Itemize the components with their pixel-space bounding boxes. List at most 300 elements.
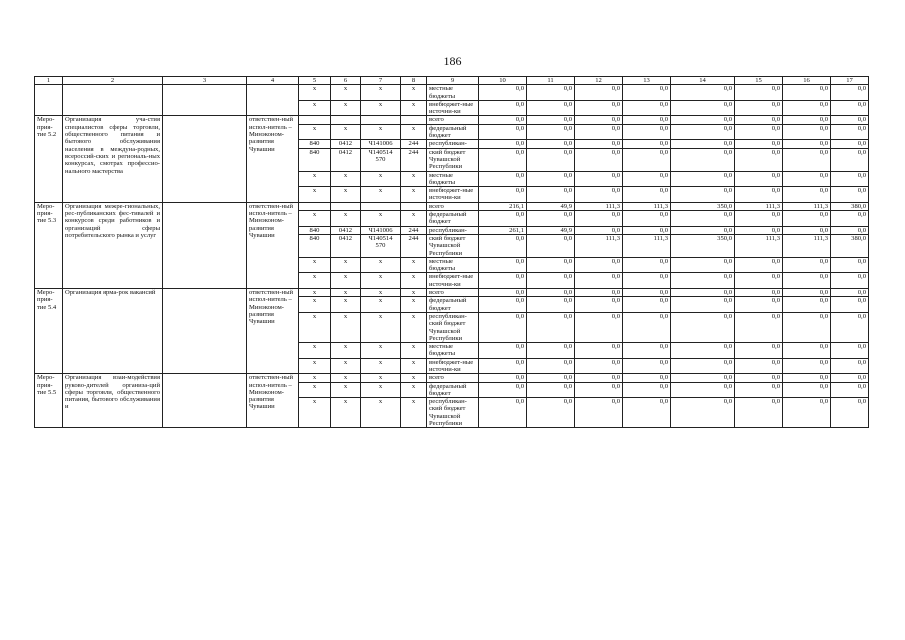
funding-value: 0,0 <box>527 85 575 101</box>
budget-code: 0412 <box>331 226 361 234</box>
budget-code: x <box>361 124 401 140</box>
funding-source: всего <box>427 374 479 382</box>
funding-value: 0,0 <box>783 289 831 297</box>
funding-value: 0,0 <box>479 398 527 428</box>
funding-source: внебюджет-ные источни-ки <box>427 358 479 374</box>
column-number: 16 <box>783 77 831 85</box>
budget-code: 840 <box>299 148 331 171</box>
funding-value: 0,0 <box>479 100 527 116</box>
budget-code: x <box>361 85 401 101</box>
funding-value: 0,0 <box>575 100 623 116</box>
funding-value: 0,0 <box>479 140 527 148</box>
funding-value: 0,0 <box>527 297 575 313</box>
measure-title: Организация взаи-модействия руково-дителей организа-ций сферы торговли, общественного питания, бытового обслуживания и <box>63 374 163 428</box>
funding-value: 111,3 <box>735 234 783 257</box>
budget-code: x <box>361 273 401 289</box>
funding-value: 0,0 <box>527 211 575 227</box>
funding-value: 0,0 <box>623 85 671 101</box>
funding-value: 0,0 <box>671 297 735 313</box>
empty-cell <box>163 202 247 288</box>
budget-code: x <box>331 273 361 289</box>
funding-value: 0,0 <box>831 116 869 124</box>
budget-code: x <box>299 171 331 187</box>
budget-code: x <box>331 85 361 101</box>
budget-code: x <box>299 257 331 273</box>
measure-number <box>35 85 63 116</box>
funding-value: 0,0 <box>735 148 783 171</box>
budget-code: x <box>299 187 331 203</box>
funding-value: 0,0 <box>735 116 783 124</box>
funding-value: 0,0 <box>671 358 735 374</box>
funding-value: 0,0 <box>527 124 575 140</box>
funding-value: 216,1 <box>479 202 527 210</box>
funding-value: 0,0 <box>831 273 869 289</box>
funding-value: 0,0 <box>623 297 671 313</box>
funding-value: 0,0 <box>623 343 671 359</box>
funding-value: 380,0 <box>831 234 869 257</box>
budget-code: x <box>299 100 331 116</box>
measure-title: Организация уча-стия специалистов сферы торговли, общественного питания и бытового обслуживания населения в междуна-родных, всероссий-ских и региональ-ных конкурсах, смотрах профессио-нального мастерства <box>63 116 163 202</box>
funding-value: 0,0 <box>783 148 831 171</box>
funding-value: 0,0 <box>623 148 671 171</box>
responsible-executor: ответствен-ный испол-нитель – Минэконом-развития Чувашии <box>247 202 299 288</box>
funding-value: 0,0 <box>671 257 735 273</box>
budget-code: x <box>331 398 361 428</box>
funding-value: 350,0 <box>671 234 735 257</box>
budget-code: x <box>361 187 401 203</box>
budget-code: x <box>331 289 361 297</box>
budget-table <box>34 76 869 428</box>
funding-value: 0,0 <box>623 312 671 342</box>
funding-source: местные бюджеты <box>427 85 479 101</box>
funding-value: 0,0 <box>623 374 671 382</box>
funding-source: внебюджет-ные источни-ки <box>427 187 479 203</box>
funding-source: республикан-ский бюджет Чувашской Республики <box>427 312 479 342</box>
column-number: 7 <box>361 77 401 85</box>
funding-value: 0,0 <box>671 171 735 187</box>
budget-code: 840 <box>299 226 331 234</box>
budget-code: x <box>299 124 331 140</box>
funding-value: 0,0 <box>783 257 831 273</box>
funding-value: 0,0 <box>671 85 735 101</box>
funding-value: 0,0 <box>623 211 671 227</box>
funding-value: 0,0 <box>831 257 869 273</box>
budget-code: Ч141006 <box>361 140 401 148</box>
funding-value: 0,0 <box>575 187 623 203</box>
empty-cell <box>163 85 247 116</box>
funding-value: 0,0 <box>527 257 575 273</box>
funding-value: 0,0 <box>623 358 671 374</box>
empty-cell <box>163 374 247 428</box>
funding-value: 0,0 <box>527 289 575 297</box>
funding-value: 0,0 <box>671 398 735 428</box>
funding-value: 0,0 <box>735 226 783 234</box>
funding-value: 0,0 <box>671 382 735 398</box>
budget-code <box>299 202 331 210</box>
funding-value: 0,0 <box>735 124 783 140</box>
budget-code: x <box>361 211 401 227</box>
budget-code: x <box>331 358 361 374</box>
funding-value: 0,0 <box>527 187 575 203</box>
column-number: 12 <box>575 77 623 85</box>
funding-value: 0,0 <box>671 289 735 297</box>
funding-value: 0,0 <box>831 148 869 171</box>
column-number: 6 <box>331 77 361 85</box>
funding-value: 0,0 <box>671 116 735 124</box>
budget-code: Ч140514 570 <box>361 234 401 257</box>
budget-code: x <box>401 171 427 187</box>
funding-value: 0,0 <box>479 124 527 140</box>
funding-value: 0,0 <box>831 140 869 148</box>
budget-code: 840 <box>299 140 331 148</box>
funding-value: 0,0 <box>671 226 735 234</box>
funding-value: 0,0 <box>671 273 735 289</box>
budget-code: x <box>331 382 361 398</box>
funding-value: 0,0 <box>575 257 623 273</box>
budget-code: x <box>331 100 361 116</box>
funding-value: 0,0 <box>527 100 575 116</box>
funding-value: 0,0 <box>623 289 671 297</box>
funding-source: республикан- <box>427 140 479 148</box>
table-row <box>35 116 869 124</box>
funding-value: 0,0 <box>479 382 527 398</box>
funding-value: 0,0 <box>783 312 831 342</box>
funding-value: 0,0 <box>575 398 623 428</box>
column-number: 10 <box>479 77 527 85</box>
funding-value: 0,0 <box>623 171 671 187</box>
funding-value: 0,0 <box>575 171 623 187</box>
funding-value: 0,0 <box>783 140 831 148</box>
column-number: 11 <box>527 77 575 85</box>
measure-title: Организация ярма-рок вакансий <box>63 289 163 374</box>
funding-value: 0,0 <box>735 100 783 116</box>
funding-value: 0,0 <box>783 358 831 374</box>
funding-value: 0,0 <box>527 148 575 171</box>
responsible-executor: ответствен-ный испол-нитель – Минэконом-развития Чувашии <box>247 289 299 374</box>
funding-value: 0,0 <box>479 116 527 124</box>
funding-source: всего <box>427 116 479 124</box>
budget-code: x <box>299 398 331 428</box>
funding-value: 0,0 <box>831 289 869 297</box>
funding-value: 0,0 <box>735 374 783 382</box>
funding-value: 0,0 <box>831 124 869 140</box>
responsible-executor: ответствен-ный испол-нитель – Минэконом-развития Чувашии <box>247 374 299 428</box>
funding-value: 0,0 <box>623 398 671 428</box>
budget-code <box>331 202 361 210</box>
measure-title <box>63 85 163 116</box>
header-row <box>35 77 869 85</box>
funding-value: 0,0 <box>527 273 575 289</box>
funding-source: всего <box>427 289 479 297</box>
funding-value: 0,0 <box>735 297 783 313</box>
funding-value: 0,0 <box>831 382 869 398</box>
column-number: 15 <box>735 77 783 85</box>
funding-source: республикан-ский бюджет Чувашской Республики <box>427 398 479 428</box>
funding-source: внебюджет-ные источни-ки <box>427 100 479 116</box>
funding-value: 0,0 <box>479 358 527 374</box>
funding-value: 350,0 <box>671 202 735 210</box>
budget-code: x <box>361 289 401 297</box>
page-number: 186 <box>443 54 462 68</box>
funding-value: 0,0 <box>575 148 623 171</box>
funding-value: 0,0 <box>831 343 869 359</box>
budget-code: x <box>401 85 427 101</box>
funding-value: 0,0 <box>671 187 735 203</box>
funding-value: 0,0 <box>527 171 575 187</box>
funding-value: 111,3 <box>735 202 783 210</box>
budget-code: x <box>331 171 361 187</box>
budget-code: x <box>299 312 331 342</box>
funding-value: 0,0 <box>479 85 527 101</box>
funding-value: 0,0 <box>527 382 575 398</box>
budget-code: x <box>299 374 331 382</box>
funding-value: 0,0 <box>575 124 623 140</box>
funding-source: республикан- <box>427 226 479 234</box>
funding-value: 0,0 <box>783 398 831 428</box>
funding-value: 0,0 <box>575 116 623 124</box>
budget-code: x <box>299 289 331 297</box>
budget-code: x <box>361 374 401 382</box>
funding-value: 0,0 <box>527 374 575 382</box>
budget-code: x <box>401 187 427 203</box>
measure-number: Меро-прия-тие 5.4 <box>35 289 63 374</box>
funding-value: 261,1 <box>479 226 527 234</box>
funding-value: 0,0 <box>671 312 735 342</box>
funding-value: 0,0 <box>735 140 783 148</box>
funding-value: 0,0 <box>575 374 623 382</box>
funding-value: 0,0 <box>671 211 735 227</box>
funding-source: федеральный бюджет <box>427 211 479 227</box>
funding-value: 0,0 <box>735 187 783 203</box>
funding-value: 0,0 <box>623 273 671 289</box>
budget-code: 0412 <box>331 148 361 171</box>
funding-value: 0,0 <box>735 312 783 342</box>
funding-value: 0,0 <box>783 116 831 124</box>
funding-value: 111,3 <box>623 234 671 257</box>
funding-value: 0,0 <box>479 343 527 359</box>
funding-value: 0,0 <box>623 226 671 234</box>
empty-cell <box>163 116 247 202</box>
budget-code: 840 <box>299 234 331 257</box>
column-number: 9 <box>427 77 479 85</box>
funding-value: 0,0 <box>623 382 671 398</box>
funding-value: 0,0 <box>479 273 527 289</box>
budget-code: 244 <box>401 148 427 171</box>
funding-value: 0,0 <box>735 382 783 398</box>
budget-code: 244 <box>401 234 427 257</box>
funding-value: 0,0 <box>783 273 831 289</box>
funding-value: 0,0 <box>735 257 783 273</box>
funding-value: 0,0 <box>623 257 671 273</box>
funding-value: 49,9 <box>527 202 575 210</box>
funding-value: 0,0 <box>735 289 783 297</box>
funding-value: 0,0 <box>671 124 735 140</box>
budget-code: x <box>331 211 361 227</box>
funding-value: 0,0 <box>671 374 735 382</box>
funding-value: 0,0 <box>575 382 623 398</box>
budget-code: x <box>299 211 331 227</box>
column-number: 3 <box>163 77 247 85</box>
funding-value: 0,0 <box>623 187 671 203</box>
budget-code: x <box>401 124 427 140</box>
funding-value: 0,0 <box>623 124 671 140</box>
funding-value: 111,3 <box>783 234 831 257</box>
budget-code: x <box>361 297 401 313</box>
budget-code: x <box>331 187 361 203</box>
funding-value: 0,0 <box>735 211 783 227</box>
funding-value: 0,0 <box>479 289 527 297</box>
budget-code: x <box>401 374 427 382</box>
funding-value: 0,0 <box>735 343 783 359</box>
budget-code: x <box>299 382 331 398</box>
funding-value: 0,0 <box>831 171 869 187</box>
budget-code: x <box>401 289 427 297</box>
budget-code: x <box>361 358 401 374</box>
funding-source: местные бюджеты <box>427 171 479 187</box>
responsible-executor: ответствен-ный испол-нитель – Минэконом-развития Чувашии <box>247 116 299 202</box>
measure-title: Организация межре-гиональных, рес-публиканских фес-тивалей и конкурсов среди работников и организаций сферы потребительского рынка и услуг <box>63 202 163 288</box>
funding-value: 0,0 <box>527 358 575 374</box>
budget-code: x <box>401 100 427 116</box>
budget-code: x <box>401 211 427 227</box>
column-number: 13 <box>623 77 671 85</box>
budget-code: 0412 <box>331 234 361 257</box>
funding-value: 0,0 <box>575 273 623 289</box>
budget-code: x <box>361 100 401 116</box>
funding-value: 0,0 <box>783 382 831 398</box>
funding-value: 0,0 <box>479 148 527 171</box>
budget-code <box>299 116 331 124</box>
funding-value: 0,0 <box>735 398 783 428</box>
measure-number: Меро-прия-тие 5.3 <box>35 202 63 288</box>
funding-value: 0,0 <box>479 211 527 227</box>
measure-number: Меро-прия-тие 5.5 <box>35 374 63 428</box>
funding-source: всего <box>427 202 479 210</box>
funding-source: федеральный бюджет <box>427 124 479 140</box>
table-row <box>35 85 869 101</box>
funding-value: 0,0 <box>831 398 869 428</box>
funding-value: 111,3 <box>623 202 671 210</box>
funding-value: 0,0 <box>831 187 869 203</box>
budget-code: x <box>361 171 401 187</box>
funding-value: 0,0 <box>623 140 671 148</box>
column-number: 4 <box>247 77 299 85</box>
budget-code: x <box>401 312 427 342</box>
funding-value: 0,0 <box>783 343 831 359</box>
funding-value: 0,0 <box>575 358 623 374</box>
budget-code: x <box>331 343 361 359</box>
funding-value: 0,0 <box>479 257 527 273</box>
budget-code: x <box>299 358 331 374</box>
funding-value: 0,0 <box>623 116 671 124</box>
table-row <box>35 374 869 382</box>
budget-code: x <box>401 273 427 289</box>
budget-code: x <box>361 343 401 359</box>
funding-value: 0,0 <box>831 358 869 374</box>
budget-code: x <box>331 297 361 313</box>
funding-source: федеральный бюджет <box>427 297 479 313</box>
budget-code <box>361 202 401 210</box>
funding-value: 111,3 <box>575 234 623 257</box>
funding-value: 0,0 <box>527 140 575 148</box>
budget-code: x <box>401 398 427 428</box>
funding-value: 0,0 <box>783 124 831 140</box>
funding-value: 0,0 <box>783 226 831 234</box>
funding-value: 0,0 <box>479 234 527 257</box>
funding-value: 0,0 <box>671 100 735 116</box>
funding-value: 0,0 <box>527 312 575 342</box>
funding-value: 0,0 <box>575 289 623 297</box>
budget-code <box>401 116 427 124</box>
budget-code: Ч141006 <box>361 226 401 234</box>
funding-value: 0,0 <box>575 312 623 342</box>
funding-value: 0,0 <box>783 100 831 116</box>
budget-code: x <box>401 343 427 359</box>
column-number: 17 <box>831 77 869 85</box>
funding-value: 0,0 <box>671 148 735 171</box>
funding-value: 0,0 <box>831 374 869 382</box>
funding-value: 0,0 <box>831 226 869 234</box>
budget-code: x <box>401 358 427 374</box>
measure-number: Меро-прия-тие 5.2 <box>35 116 63 202</box>
budget-code: x <box>299 85 331 101</box>
budget-code: x <box>331 374 361 382</box>
budget-code: x <box>299 343 331 359</box>
funding-value: 0,0 <box>783 171 831 187</box>
budget-code: x <box>401 257 427 273</box>
funding-value: 0,0 <box>479 374 527 382</box>
budget-code: x <box>299 273 331 289</box>
funding-value: 0,0 <box>575 85 623 101</box>
funding-source: федеральный бюджет <box>427 382 479 398</box>
funding-value: 0,0 <box>527 116 575 124</box>
funding-value: 0,0 <box>575 297 623 313</box>
funding-value: 0,0 <box>527 234 575 257</box>
budget-code: 0412 <box>331 140 361 148</box>
budget-code: x <box>361 382 401 398</box>
funding-value: 0,0 <box>783 297 831 313</box>
funding-value: 0,0 <box>735 171 783 187</box>
budget-code <box>361 116 401 124</box>
funding-source: ский бюджет Чувашской Республики <box>427 148 479 171</box>
budget-code: Ч140514 570 <box>361 148 401 171</box>
funding-value: 111,3 <box>575 202 623 210</box>
empty-cell <box>163 289 247 374</box>
funding-value: 0,0 <box>831 312 869 342</box>
funding-value: 0,0 <box>783 374 831 382</box>
funding-value: 0,0 <box>783 85 831 101</box>
budget-code: 244 <box>401 226 427 234</box>
funding-value: 380,0 <box>831 202 869 210</box>
funding-value: 49,9 <box>527 226 575 234</box>
funding-value: 0,0 <box>831 85 869 101</box>
funding-value: 111,3 <box>783 202 831 210</box>
column-number: 14 <box>671 77 735 85</box>
column-number: 2 <box>63 77 163 85</box>
funding-value: 0,0 <box>783 187 831 203</box>
funding-value: 0,0 <box>735 273 783 289</box>
funding-value: 0,0 <box>623 100 671 116</box>
column-number: 1 <box>35 77 63 85</box>
funding-value: 0,0 <box>527 398 575 428</box>
budget-code: x <box>331 312 361 342</box>
funding-value: 0,0 <box>479 187 527 203</box>
funding-value: 0,0 <box>735 85 783 101</box>
funding-value: 0,0 <box>575 343 623 359</box>
funding-value: 0,0 <box>831 211 869 227</box>
responsible-executor <box>247 85 299 116</box>
funding-value: 0,0 <box>783 211 831 227</box>
